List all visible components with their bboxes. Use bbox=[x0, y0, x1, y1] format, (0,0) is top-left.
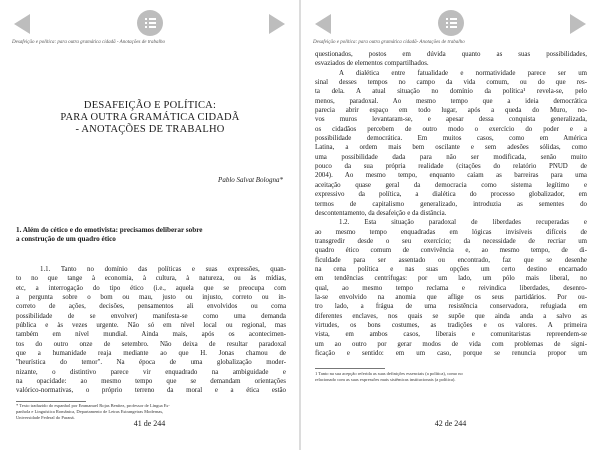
text-line: Latina, a ordem mais bem oscilante e sem adesões sólidas, como bbox=[315, 144, 587, 152]
previous-page-icon[interactable] bbox=[315, 14, 331, 34]
footnote bbox=[315, 371, 463, 383]
text-line: valórico-normativas, o próprio terreno da moral e a ética estão bbox=[16, 387, 286, 395]
left-toolbar bbox=[0, 10, 299, 36]
section-heading bbox=[16, 226, 281, 244]
text-line: to no que tange à economia, à cultura, à natureza, ou às mídias, bbox=[16, 275, 286, 283]
text-line: termos de capitalismo generalizado, introduzia as sementes do bbox=[315, 200, 587, 208]
text-line: 2004). Ao mesmo tempo, enquanto caíam as barreiras para uma bbox=[315, 172, 587, 180]
right-toolbar bbox=[301, 10, 600, 36]
footnote-line: panhola e Linguística Românica, Departamento de Letras Estrangeiras Modernas, bbox=[16, 408, 164, 414]
text-line: vos muros levantaram-se, e apesar dessa conquista generalizada, bbox=[315, 116, 587, 124]
text-line: na cena política e nas suas opções um certo destino encarnado bbox=[315, 265, 587, 273]
text-line: menos, paradoxal. Ao mesmo tempo que a ideia democrática bbox=[315, 97, 587, 105]
text-line: pública e às vezes urgente. Não só em nível local ou regional, mas bbox=[16, 322, 286, 330]
title-line: PARA OUTRA GRAMÁTICA CIDADÃ bbox=[60, 112, 240, 123]
text-line: em tendências centrífugas: por um lado, um pólo mais liberal, no bbox=[315, 275, 587, 283]
text-line: parecia abrir espaço em todo lugar, após a queda do Muro, no- bbox=[315, 107, 587, 115]
text-line: que a humanidade reaja mediante ao que H. Jonas chamou de bbox=[16, 350, 286, 358]
text-line: possibilidade de se envolver) manifesta-se como uma demanda bbox=[16, 312, 286, 320]
text-line: "heurística do temor". Na época de uma globalização moder- bbox=[16, 359, 286, 367]
page-number: 42 de 244 bbox=[434, 419, 467, 428]
next-page-icon[interactable] bbox=[570, 14, 586, 34]
text-line: expressivo da política, a dialética do processo globalizador, em bbox=[315, 191, 587, 199]
text-line: transgredir desde o seu exercício; da necessidade de recriar um bbox=[315, 237, 587, 245]
previous-page-icon[interactable] bbox=[14, 14, 30, 34]
text-line: também em nível mundial. Ainda mais, após os acontecimen- bbox=[16, 331, 286, 339]
left-page bbox=[0, 0, 299, 450]
text-line: 1.2. Esta situação paradoxal de liberdades recuperadas e bbox=[339, 219, 587, 227]
text-line: ao mesmo tempo enquadradas em lógicas invisíveis difíceis de bbox=[315, 228, 587, 236]
text-line: uma possibilidade dada para não ser modificada, senão muito bbox=[315, 153, 587, 161]
text-line: na opacidade: ao mesmo tempo que se demandam orientações bbox=[16, 378, 286, 386]
text-line: etc, a interrogação do tipo ético (i.e., aquela que se preocupa com bbox=[16, 284, 286, 292]
table-of-contents-icon[interactable] bbox=[137, 10, 163, 36]
text-line: tos do outro onze de setembro. Não deixa de resultar paradoxal bbox=[16, 340, 286, 348]
running-head: Desafeição e política: para outra gramática cidadã - Anotações de trabalho bbox=[12, 40, 165, 45]
table-of-contents-icon[interactable] bbox=[438, 10, 464, 36]
right-page bbox=[301, 0, 600, 450]
text-line: nizante, o distintivo parece vir enquadrado na ambiguidade e bbox=[16, 368, 286, 376]
text-line: questionados, postos em dúvida quanto as suas possibilidades, bbox=[315, 51, 587, 58]
page-number: 41 de 244 bbox=[133, 419, 166, 428]
next-page-icon[interactable] bbox=[269, 14, 285, 34]
text-line: um ao outro por gerar modos de vida com problemas de signi- bbox=[315, 340, 587, 348]
text-line: sinal desses tempos no campo da vida comum, ou do que res- bbox=[315, 79, 587, 87]
body-text bbox=[16, 265, 286, 396]
text-line: 1.1. Tanto no domínio das políticas e suas expressões, quan- bbox=[40, 266, 286, 273]
footnote-rule bbox=[315, 368, 385, 369]
text-line: esvaziados de elementos compartilhados. bbox=[315, 60, 429, 68]
footnote-line: * Texto traduzido do espanhol por Emmanuel Rojas Benítez, professor de Língua Es- bbox=[16, 403, 170, 408]
text-line: qual, ao mesmo tempo reclama e reivindica liberdades, desenro- bbox=[315, 284, 587, 292]
section-heading-line: 1. Além do cético e do emotivista: precisamos deliberar sobre bbox=[16, 226, 203, 234]
footnote bbox=[16, 403, 170, 420]
text-line: descontentamento, da desafeição e da distância. bbox=[315, 209, 447, 217]
text-line: a pergunta sobre o bom ou mau, justo ou injusto, correto ou in- bbox=[16, 294, 286, 302]
text-line: correto de ações, decisões, pensamentos ali envolvidos ou coma bbox=[16, 303, 286, 311]
section-heading-line: a construção de um quadro ético bbox=[16, 235, 116, 243]
author-name: Pablo Salvat Bologna* bbox=[218, 176, 283, 184]
running-head: Desafeição e política: para outra gramática cidadã- Anotações de trabalho bbox=[313, 40, 465, 45]
text-line: virtudes, os bons costumes, as tradições e os valores. A primeira bbox=[315, 321, 587, 329]
text-line: ficação e sentido: em um caso, porque se renuncia propor um bbox=[315, 350, 587, 357]
text-line: diferentes enclaves, nos quais se supõe que ainda anda a salvo as bbox=[315, 312, 587, 320]
title-line: - ANOTAÇÕES DE TRABALHO bbox=[75, 124, 225, 135]
text-line: os cidadãos percebem de outro modo o exercício do poder e a bbox=[315, 125, 587, 133]
footnote-line: relacionado com as suas expressões mais sistêmicas institucionais (a política). bbox=[315, 376, 456, 382]
text-line: aceitação quase geral da democracia como sistema legítimo e bbox=[315, 181, 587, 189]
title-line: DESAFEIÇÃO E POLÍTICA: bbox=[83, 100, 217, 111]
body-text bbox=[315, 50, 587, 358]
text-line: vista, em ambos casos, liberais e comunitaristas repreendem-se bbox=[315, 331, 587, 339]
chapter-title bbox=[30, 100, 270, 136]
footnote-line: Universidade Federal do Paraná. bbox=[16, 414, 75, 420]
text-line: ta dela. A atual situação no domínio da política¹ revela-se, pelo bbox=[315, 88, 587, 96]
footnote-line: 1 Tanto na sua acepção referida as suas definições essenciais (a política), como no bbox=[315, 371, 463, 376]
text-line: possibilidade democrática. Em muitos casos, como em América bbox=[315, 135, 587, 143]
text-line: quadro ético comum de convivência e, ao mesmo tempo, de di- bbox=[315, 247, 587, 255]
text-line: la-se envolvido na anomia que aflige os seus partidários. Por ou- bbox=[315, 293, 587, 301]
text-line: tro lado, a frágua de uma resistência conservadora, refugiada em bbox=[315, 303, 587, 311]
text-line: A dialética entre fatualidade e normatividade parece ser um bbox=[339, 69, 587, 77]
text-line: pouco da sua própria realidade (citações do relatório PNUD de bbox=[315, 163, 587, 171]
footnote-rule bbox=[16, 401, 86, 402]
text-line: ficuldade para ser assentado ou encontrado, faz que se desenhe bbox=[315, 256, 587, 264]
